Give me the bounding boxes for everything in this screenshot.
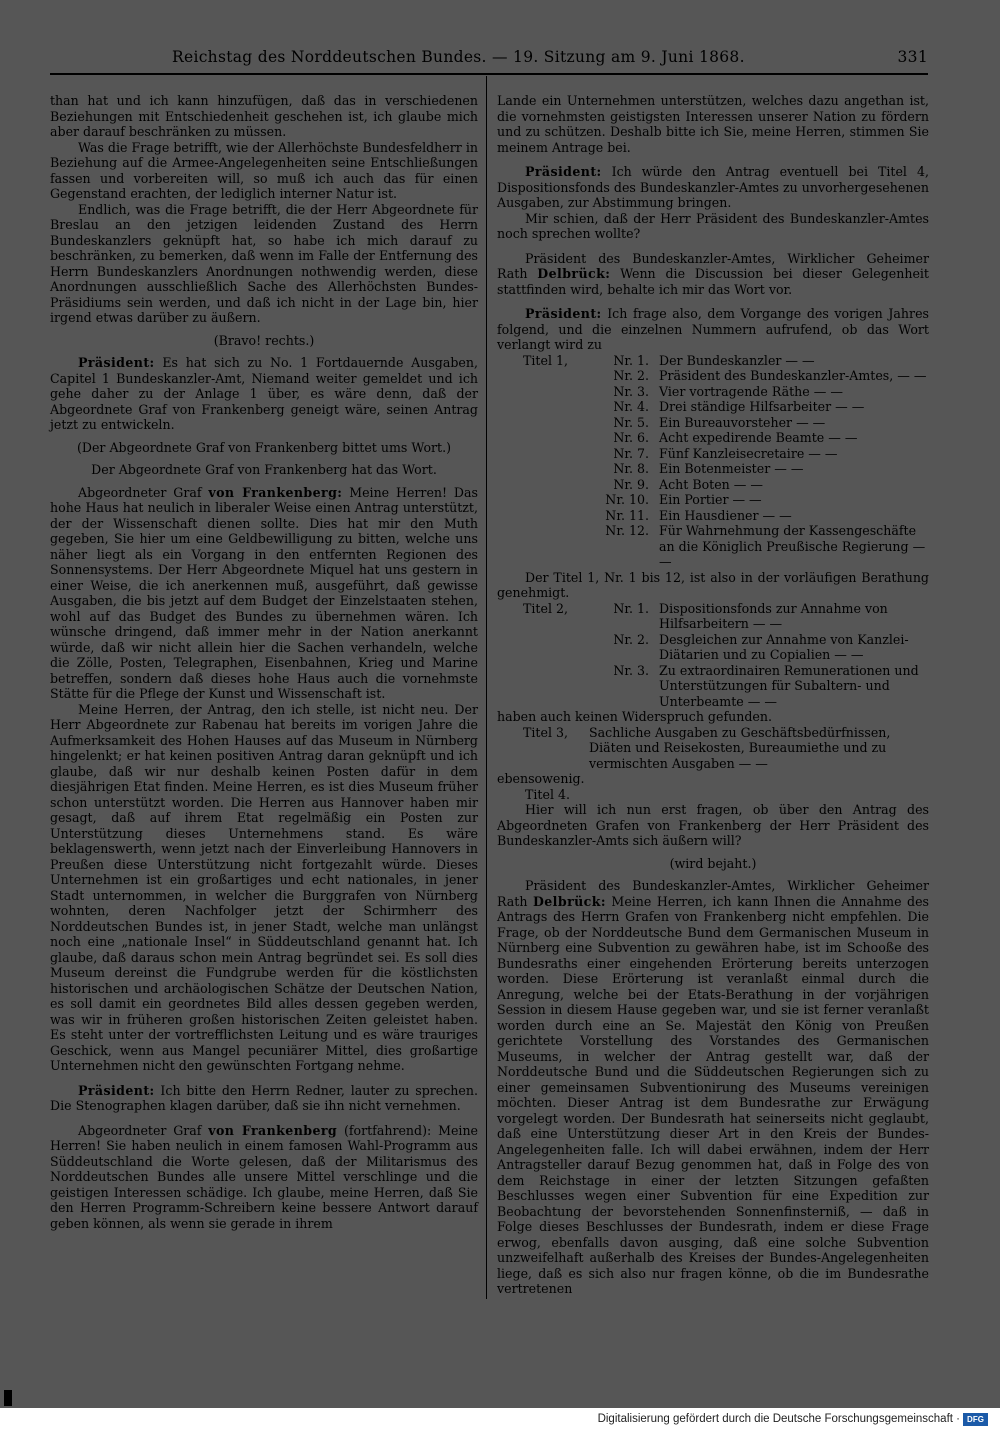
speech-praesident [50, 355, 478, 433]
speaker-name: Präsident: [78, 1082, 155, 1098]
footer-bar [0, 1408, 1000, 1432]
paragraph: Meine Herren, der Antrag, den ich stelle, ist nicht neu. Der Herr Abgeordnete zur Rabenau hat bereits im vorigen Jahre die Aufmerksamkeit des Hohen Hauses auf das Museum in Nürnberg hingelenkt; er hat keinen positiven Antrag daran geknüpft und ich glaube, daß wir nur deshalb keinen Posten dafür in dem diesjährigen Etat finden. Meine Herren, es ist dies Museum früher schon unterstützt worden. Die Herren aus Hannover haben mir gesagt, daß auf ihrem Etat regelmäßig ein Posten zur Unterstützung dieses Unternehmens stand. Es wäre beklagenswerth, wenn jetzt nach der Einverleibung Hannovers in Preußen diese Unterstützung nicht fortgezahlt würde. Dieses Unternehmen ist ein großartiges und echt nationales, in jener Stadt unternommen, in welcher die Burggrafen von Nürnberg wohnten, deren Nachfolger jetzt der Schirmherr des Norddeutschen Bundes ist, in jener Stadt, welche man unlängst noch eine „nationale Insel“ in Süddeutschland genannt hat. Ich glaube, daß daraus schon mein Antrag begründet sei. Es soll dies Museum dereinst die Fundgrube werden für die köstlichsten historischen und archäologischen Schätze der Deutschen Nation, es soll damit ein geordnetes Bild alles dessen gegeben werden, was wir in früheren großen historischen Zeiten geleistet haben. Es steht unter der vortrefflichsten Leitung und es wäre trauriges Geschick, wenn aus Mangel pecuniärer Mittel, dies großartige Unternehmen nicht den gewünschten Fortgang nehme. [50, 701, 478, 1073]
paragraph: ebensowenig. [497, 771, 585, 786]
speech-text: Meine Herren! Das hohe Haus hat neulich in liberaler Weise einen Antrag unterstützt, der der Wissenschaft dienen sollte. Dies hat mir den Muth gegeben, Sie hier um eine Geldbewilligung zu bitten, welche uns näher liegt als ein Vorgang in den entfernten Regionen des Sonnensystems. Der Herr Abgeordnete Miquel hat uns gestern in einer Weise, die ich anerkennen muß, ausgeführt, daß gewisse Ausgaben, die bis jetzt auf dem Budget der Einzelstaaten stehen, wohl auf das Budget des Bundes zu übernehmen wären. Ich wünsche dringend, daß immer mehr in der Nation anerkannt würde, daß wir nicht allein hier die Sachen verhandeln, welche die Zölle, Posten, Telegraphen, Eisenbahnen, Krieg und Marine betreffen, sondern daß dieses hohe Haus auch die vornehmste Stätte für die Pflege der Kunst und Wissenschaft ist. [50, 484, 478, 701]
speech-text: Ich frage also, dem Vorgange des vorigen Jahres folgend, und die einzelnen Nummern aufrufend, ob das Wort verlangt wird zu [497, 306, 929, 352]
titel3-list [497, 725, 929, 772]
item-number: Nr. 11. [605, 507, 649, 523]
item-text: Zu extraordinairen Remunerationen und Unterstützungen für Subaltern- und Unterbeamte — — [659, 662, 919, 709]
item-text: Ein Bureauvorsteher — — [659, 414, 826, 430]
speech-text: Wenn die Discussion bei dieser Gelegenheit stattfinden wird, behalte ich mir das Wort vor. [497, 266, 929, 297]
speaker-intro: Präsident des Bundeskanzler-Amtes, Wirklicher Geheimer Rath [497, 250, 929, 281]
item-text: Dispositionsfonds zur Annahme von Hilfsarbeitern — — [659, 600, 888, 631]
paragraph: haben auch keinen Widerspruch gefunden. [497, 709, 772, 724]
speaker-name: Präsident: [78, 355, 155, 370]
speech-delbrueck [497, 251, 929, 298]
column-divider [486, 76, 487, 1299]
speaker-name: Delbrück: [537, 266, 611, 281]
speaker-intro: Abgeordneter Graf [78, 1122, 202, 1138]
paragraph: Hier will ich nun erst fragen, ob über den Antrag des Abgeordneten Grafen von Frankenberg der Herr Präsident des Bundeskanzler-Amts sich äußern will? [497, 802, 929, 848]
item-text: Der Bundeskanzler — — [659, 352, 815, 368]
list-item [497, 430, 929, 446]
titel-label [497, 632, 589, 663]
scan-edge-mark [4, 1390, 12, 1406]
interjection: (Der Abgeordnete Graf von Frankenberg bittet ums Wort.) [76, 439, 452, 455]
paragraph: Was die Frage betrifft, wie der Allerhöchste Bundesfeldherr in Beziehung auf die Armee-Angelegenheiten seine Entschließungen fassen und vorbereiten will, so muß ich auch das für einen Gegenstand erachten, der lediglich interner Natur ist. [50, 139, 478, 201]
paragraph: Mir schien, daß der Herr Präsident des Bundeskanzler-Amtes noch sprechen wollte? [497, 210, 929, 241]
titel4-label: Titel 4. [525, 786, 570, 802]
item-number: Nr. 6. [613, 430, 649, 445]
dfg-logo: DFG [963, 1413, 988, 1426]
item-text: Acht expedirende Beamte — — [659, 430, 858, 445]
list-item [497, 415, 929, 431]
titel-label [497, 477, 589, 493]
list-item [497, 601, 929, 632]
paragraph: Endlich, was die Frage betrifft, die der Herr Abgeordnete für Breslau an den jetzigen leidenden Zustand des Herrn Bundeskanzlers geknüpft hat, so habe ich mich darauf zu beschränken, zu bemerken, daß wenn im Falle der Entfernung des Herrn Bundeskanzlers Anordnungen nothwendig werden, diese Anordnungen ausschließlich Sache des Allerhöchsten Bundes-Präsidiums sein werden, und daß ich nicht in der Lage bin, hier irgend etwas darüber zu äußern. [50, 201, 478, 325]
interjection: (Bravo! rechts.) [213, 332, 315, 348]
speech-text: Es hat sich zu No. 1 Fortdauernde Ausgaben, Capitel 1 Bundeskanzler-Amt, Niemand weiter gemeldet und ich gehe daher zu der Anlage 1 über, es wäre denn, daß der Abgeordnete Graf von Frankenberg geneigt wäre, seinen Antrag jetzt zu entwickeln. [50, 355, 478, 432]
list-item [497, 477, 929, 493]
item-text: Fünf Kanzleisecretaire — — [659, 445, 838, 461]
titel-label [497, 461, 589, 477]
list-item [497, 632, 929, 663]
paragraph: Der Titel 1, Nr. 1 bis 12, ist also in der vorläufigen Berathung genehmigt. [497, 569, 929, 600]
speech-praesident [50, 1083, 478, 1114]
speaker-name: Präsident: [525, 164, 602, 179]
header-title: Reichstag des Norddeutschen Bundes. — 19. Sitzung am 9. Juni 1868. [172, 48, 745, 66]
titel-label: Titel 2, [523, 600, 568, 616]
item-text: Acht Boten — — [659, 476, 763, 492]
item-text: Drei ständige Hilfsarbeiter — — [659, 399, 865, 414]
list-item [497, 461, 929, 477]
paragraph: Lande ein Unternehmen unterstützen, welches dazu angethan ist, die vornehmsten geistigsten Interessen unserer Nation zu fördern und zu schützen. Deshalb bitte ich Sie, meine Herren, stimmen Sie meinem Antrage bei. [497, 93, 929, 155]
item-text: Ein Botenmeister — — [659, 461, 804, 476]
item-number: Nr. 8. [613, 461, 649, 476]
item-text: Ein Hausdiener — — [659, 507, 792, 523]
titel-label [497, 663, 589, 710]
header-rule [50, 73, 928, 75]
titel1-list [497, 353, 929, 570]
right-column [497, 93, 929, 1297]
speech-text: Meine Herren! Sie haben neulich in einem famosen Wahl-Programm aus Süddeutschland die Worte gelesen, daß der Militarismus des Norddeutschen Bundes alle unsere Mittel verschlinge und die geistigen Interessen schädige. Ich glaube, meine Herren, daß Sie den Herren Programm-Schreibern keine bessere Antwort darauf geben können, als wenn sie gerade in ihrem [50, 1122, 479, 1231]
titel-label [497, 430, 589, 446]
titel2-list [497, 601, 929, 710]
item-number: Nr. 2. [613, 631, 649, 647]
speech-text: Meine Herren, ich kann Ihnen die Annahme des Antrags des Herrn Grafen von Frankenberg nicht empfehlen. Die Frage, ob der Norddeutsche Bund dem Germanischen Museum in Nürnberg eine Subvention zu gewähren habe, ist im Schooße des Bundesraths einer eingehenden Erörterung bereits unterzogen worden. Diese Erörterung ist veranlaßt einmal durch die Anregung, welche bei der Etats-Berathung in der vorjährigen Session in diesem Hause gegeben war, und sie ist ferner veranlaßt worden durch eine an Se. Majestät den König von Preußen gerichtete Vorstellung des Vorstandes des Germanischen Museums, in welcher der Antrag gestellt war, daß der Norddeutsche Bund und die Süddeutschen Regierungen sich zu einer gemeinsamen Subventionirung des Museums vereinigen möchten. Dieser Antrag ist dem Bundesrathe zur Erwägung vorgelegt worden. Der Bundesrath hat seinerseits nicht geglaubt, daß eine Unterstützung dieser Art in den Kreis der Bundes-Angelegenheiten falle. Ich will dabei erwähnen, indem der Herr Antragsteller darauf Bezug genommen hat, daß in Folge des von dem Reichstage in einer der letzten Sitzungen gefaßten Beschlusses wegen einer Subvention für eine Expedition zur Beobachtung der bevorstehenden Sonnenfinsterniß, — daß in Folge dieses Beschlusses der Bundesrath, indem er diese Frage erwog, ebenfalls davon ausging, daß eine solche Subvention unzweifelhaft außerhalb des Kreises der Bundes-Angelegenheiten liege, daß es sich also nur fragen könne, ob die im Bundesrathe vertretenen [497, 893, 929, 1296]
list-item [497, 353, 929, 369]
item-text: Sachliche Ausgaben zu Geschäftsbedürfnissen, Diäten und Reisekosten, Bureaumiethe und zu vermischten Ausgaben — — [589, 724, 891, 771]
item-number: Nr. 1. [613, 352, 649, 368]
item-text: Vier vortragende Räthe — — [659, 383, 843, 399]
list-item [497, 399, 929, 415]
list-item [497, 384, 929, 400]
item-text: Für Wahrnehmung der Kassengeschäfte an die Königlich Preußische Regierung — — [659, 523, 926, 569]
item-number: Nr. 2. [613, 368, 649, 383]
speaker-intro: Abgeordneter Graf [78, 484, 202, 500]
list-item [497, 523, 929, 570]
item-text: Ein Portier — — [659, 492, 762, 507]
list-item [497, 368, 929, 384]
item-number: Nr. 5. [613, 414, 649, 430]
list-item [497, 508, 929, 524]
titel-label [497, 508, 589, 524]
speech-frankenberg [50, 485, 478, 702]
list-item [497, 492, 929, 508]
item-number: Nr. 7. [613, 445, 649, 461]
titel-label [497, 368, 589, 384]
speech-text: Ich bitte den Herrn Redner, lauter zu sprechen. Die Stenographen klagen darüber, daß sie ihn nicht vernehmen. [50, 1082, 478, 1113]
titel-label [497, 523, 589, 570]
titel-label [497, 384, 589, 400]
item-number: Nr. 3. [613, 662, 649, 678]
list-item [497, 725, 929, 772]
footer-credit: Digitalisierung gefördert durch die Deutsche Forschungsgemeinschaft · [597, 1413, 960, 1425]
speech-praesident [497, 306, 929, 353]
item-number: Nr. 12. [605, 523, 649, 538]
speech-text: Ich würde den Antrag eventuell bei Titel 4, Dispositionsfonds des Bundeskanzler-Amtes zu unvorhergesehenen Ausgaben, zur Abstimmung bringen. [497, 164, 929, 210]
speaker-note: (fortfahrend): [343, 1122, 432, 1138]
running-header [50, 48, 928, 70]
page-number: 331 [897, 48, 928, 66]
speaker-name: Präsident: [525, 306, 602, 321]
titel-label [497, 399, 589, 415]
speaker-name: von Frankenberg: [208, 484, 343, 500]
item-number: Nr. 4. [613, 399, 649, 414]
titel-label [497, 415, 589, 431]
titel-label [497, 492, 589, 508]
item-number: Nr. 9. [613, 476, 649, 492]
list-item [497, 446, 929, 462]
speech-frankenberg [50, 1123, 478, 1232]
speech-praesident [497, 164, 929, 211]
item-text: Desgleichen zur Annahme von Kanzlei-Diätarien und zu Copialien — — [659, 631, 909, 662]
speaker-name: Delbrück: [532, 893, 606, 909]
left-column [50, 93, 478, 1231]
titel-label: Titel 1, [523, 352, 568, 368]
interjection: (wird bejaht.) [669, 855, 757, 871]
item-number: Nr. 3. [613, 383, 649, 399]
item-number: Nr. 1. [613, 600, 649, 616]
list-item [497, 663, 929, 710]
titel-label [497, 446, 589, 462]
speech-delbrueck [497, 878, 929, 1297]
announcement: Der Abgeordnete Graf von Frankenberg hat das Wort. [91, 462, 437, 477]
item-text: Präsident des Bundeskanzler-Amtes, — — [659, 368, 927, 383]
paragraph: than hat und ich kann hinzufügen, daß das in verschiedenen Beziehungen mit Entschiedenheit geschehen ist, ich glaube mich aber darauf beschränken zu müssen. [50, 93, 478, 139]
speaker-intro: Präsident des Bundeskanzler-Amtes, Wirklicher Geheimer Rath [497, 878, 929, 909]
item-number: Nr. 10. [605, 492, 649, 507]
titel-label: Titel 3, [523, 724, 568, 740]
speaker-name: von Frankenberg [208, 1122, 338, 1138]
